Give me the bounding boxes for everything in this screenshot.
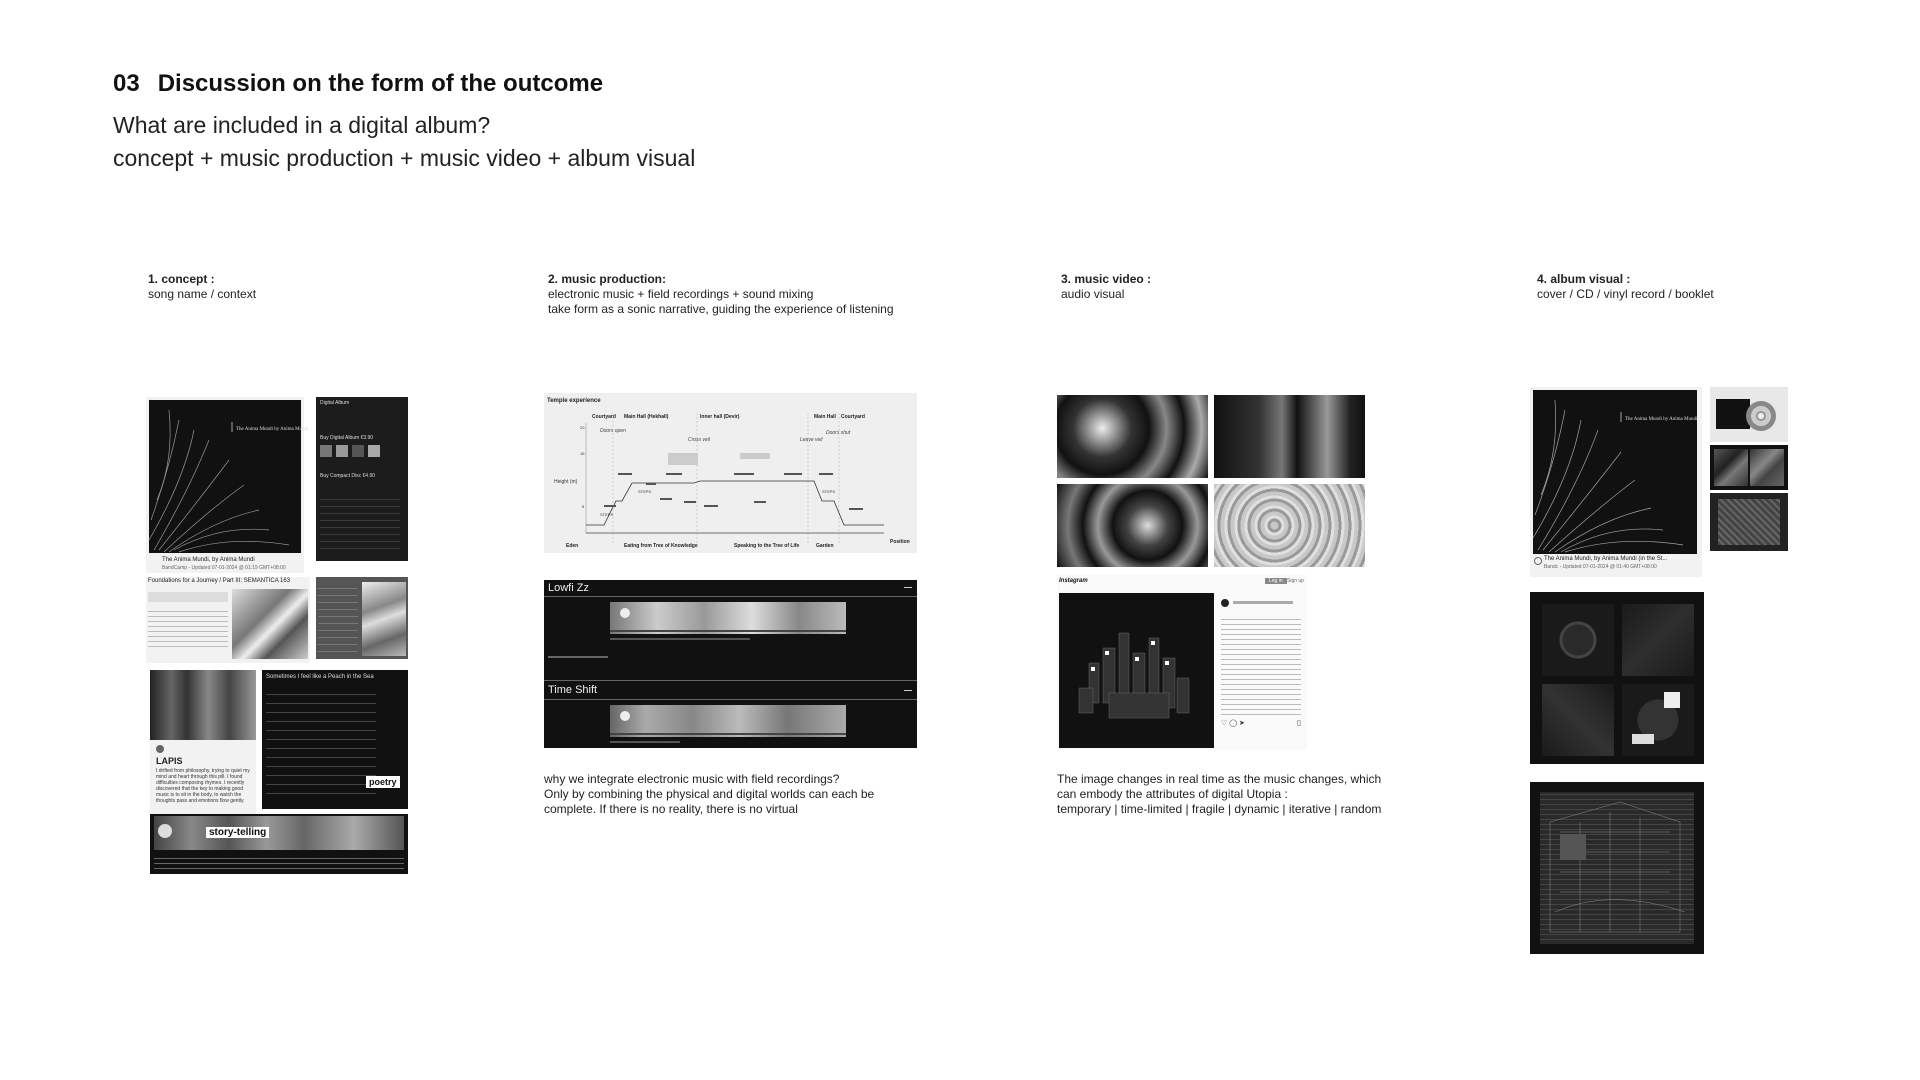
column-line: cover / CD / vinyl record / booklet (1537, 287, 1714, 301)
booklet-texture (1718, 499, 1780, 545)
landscape-image (362, 582, 406, 656)
lapis-text: I drifted from philosophy, trying to quiet my mind and heart through this pill. I found difficulties composing rhymes. I recently discovered that the key to making good music is to sit in the body, to watch the thoughts pass and emotions flow gently. (156, 768, 250, 804)
poem-card (262, 670, 408, 809)
buy-digital[interactable]: Buy Digital Album €3.90 (320, 435, 374, 441)
digipak-panel (1714, 449, 1748, 486)
x-axis-label: Position (890, 539, 910, 545)
column-line: audio visual (1061, 287, 1125, 301)
text-lines (148, 607, 228, 647)
top-label: Courtyard (592, 414, 616, 420)
instagram-post (1057, 575, 1307, 750)
column-title: 1. concept : (148, 272, 215, 286)
caption-line: The image changes in real time as the music changes, which (1057, 772, 1382, 786)
visual-caption: The Anima Mundi, by Anima Mundi (in the St... (1544, 556, 1668, 562)
top-label: Main Hall (Hekhall) (624, 414, 669, 420)
y-tick: 20 (580, 425, 585, 430)
like-icons[interactable]: ♡ ◯ ➤ (1221, 720, 1245, 727)
play-icon[interactable] (620, 608, 630, 618)
divider (544, 680, 917, 681)
caption-line: Only by combining the physical and digital worlds can each be (544, 787, 875, 801)
description-line (610, 638, 750, 640)
cover-title: The Anima Mundi by Anima Mundi (236, 427, 309, 432)
lapis-card (150, 670, 256, 814)
booklet-cover (1530, 782, 1704, 954)
bandcamp-card (146, 397, 309, 573)
collapse-icon[interactable] (904, 587, 912, 588)
column-heading-video (1061, 272, 1151, 302)
y-tick: 15 (580, 451, 585, 456)
track-list (318, 582, 358, 656)
column-line: song name / context (148, 287, 257, 301)
cd-disc (1746, 401, 1776, 431)
player-bar (148, 592, 228, 602)
track-list (320, 493, 400, 555)
column-title: 4. album visual : (1537, 272, 1631, 286)
collapse-icon[interactable] (904, 690, 912, 691)
digipak-photo (1710, 445, 1788, 490)
play-icon[interactable] (620, 711, 630, 721)
product-thumb (336, 445, 348, 457)
production-caption (544, 772, 874, 817)
column-title: 3. music video : (1061, 272, 1152, 286)
product-thumb (352, 445, 364, 457)
product-thumb (320, 445, 332, 457)
bottom-label: Garden (816, 543, 834, 549)
album-cover-image (1533, 390, 1697, 554)
caption-line: complete. If there is no reality, there is no virtual (544, 802, 798, 816)
bottom-label: Speaking to the Tree of Life (734, 543, 800, 549)
temple-chart (544, 393, 917, 553)
video-frame-4 (1214, 484, 1365, 567)
highlight-block (668, 453, 698, 465)
event-label: Doors shut (826, 430, 851, 436)
poem-lines (266, 686, 376, 801)
event-label: Doors open (600, 428, 626, 434)
album-cover-image (149, 400, 309, 553)
progress-bar[interactable] (610, 733, 846, 735)
cover-image (232, 589, 308, 659)
play-icon[interactable] (158, 824, 172, 838)
vinyl-sticker (1632, 734, 1654, 744)
booklet-image (1540, 792, 1694, 944)
y-tick: 5 (582, 504, 585, 509)
video-frame-2 (1214, 395, 1365, 478)
column-line: electronic music + field recordings + sound mixing (548, 287, 814, 301)
bandcamp-store-panel (316, 397, 408, 561)
avatar (1221, 599, 1229, 607)
vinyl-frame (1542, 684, 1614, 756)
track-name: Lowfi Zz (548, 582, 589, 594)
top-label: Inner hall (Devir) (700, 414, 740, 420)
cd-photo (1710, 387, 1788, 442)
meta-line (548, 656, 608, 658)
buy-compact[interactable]: Buy Compact Disc €4.90 (320, 473, 376, 479)
story-tag: story-telling (206, 827, 269, 838)
visual-bandcamp-card (1530, 387, 1702, 577)
top-label: Main Hall (814, 414, 836, 420)
soundcloud-panel (316, 577, 408, 659)
steps-label: STEPS (638, 489, 652, 494)
column-title: 2. music production: (548, 272, 667, 286)
section-title (113, 70, 603, 98)
panorama-image (154, 816, 404, 850)
column-heading-concept (148, 272, 256, 302)
formula-text: concept + music production + music video + album visual (113, 145, 696, 171)
height-profile-line (586, 481, 884, 525)
video-player[interactable] (610, 705, 846, 737)
question-text: What are included in a digital album? (113, 112, 491, 138)
isometric-city (1059, 593, 1214, 748)
top-label: Courtyard (841, 414, 865, 420)
caption-line: temporary | time-limited | fragile | dynamic | iterative | random (1057, 802, 1382, 816)
bottom-label: Eating from Tree of Knowledge (624, 543, 698, 549)
bandcamp-meta: BandCamp - Updated 07-01-2024 @ 01:19 GMT+08:00 (162, 565, 286, 571)
signup-link[interactable]: Sign up (1287, 578, 1304, 584)
column-line: take form as a sonic narrative, guiding the experience of listening (548, 302, 894, 316)
bookmark-icon[interactable]: ▯ (1297, 720, 1301, 727)
city-render-image (1059, 593, 1214, 748)
store-label: Digital Album (320, 400, 350, 406)
product-thumb (368, 445, 380, 457)
cd-case (1716, 399, 1750, 429)
bandcamp-icon (1534, 557, 1542, 565)
vinyl-label (1664, 692, 1680, 708)
poetry-tag: poetry (366, 776, 400, 788)
inset-photo (1560, 834, 1586, 860)
track-name: Time Shift (548, 684, 598, 696)
story-card (150, 814, 408, 874)
column-heading-production (548, 272, 894, 317)
bottom-label: Eden (566, 543, 579, 549)
bandcamp-caption: The Anima Mundi, by Anima Mundi (162, 557, 255, 563)
vinyl-frame (1622, 604, 1694, 676)
divider (544, 596, 917, 597)
foundations-card (146, 577, 310, 663)
event-label: Cross veil (688, 437, 710, 443)
foundations-title: Foundations for a Journey / Part III: SEMANTICA 163 (148, 578, 291, 584)
vinyl-grid (1530, 592, 1704, 764)
post-text (1221, 615, 1301, 715)
avatar (156, 745, 164, 753)
steps-label: STEPS (822, 489, 836, 494)
visual-meta: Bandc - Updated 07-01-2024 @ 01:40 GMT+08:00 (1544, 564, 1657, 570)
video-frame-1 (1057, 395, 1208, 478)
video-frame-3 (1057, 484, 1208, 567)
vinyl-frame (1542, 604, 1614, 676)
column-heading-visual (1537, 272, 1714, 302)
instagram-logo: Instagram (1059, 578, 1088, 584)
event-label: Leave veil (800, 437, 823, 443)
temple-diagram (544, 393, 917, 553)
poem-title: Sometimes I feel like a Peach in the Sea (266, 674, 374, 680)
section-title-text: Discussion on the form of the outcome (157, 70, 604, 97)
building-sketch (1540, 792, 1694, 944)
chart-title: Temple experience (547, 398, 601, 404)
digipak-panel (1750, 449, 1784, 486)
highlight-block (740, 453, 770, 459)
description-line (610, 741, 680, 743)
progress-bar[interactable] (610, 630, 846, 632)
video-caption (1057, 772, 1381, 817)
forest-image (150, 670, 256, 740)
vinyl-frame (1622, 684, 1694, 756)
cover-title: The Anima Mundi by Anima Mundi (1625, 417, 1698, 422)
caption-line: why we integrate electronic music with field recordings? (544, 772, 840, 786)
divider (544, 699, 917, 700)
story-text (154, 854, 404, 872)
login-button[interactable]: Log in (1265, 578, 1287, 584)
booklet-photo (1710, 493, 1788, 551)
steps-label: STEPS (600, 512, 614, 517)
caption-line: can embody the attributes of digital Utopia : (1057, 787, 1288, 801)
feather-artwork (1533, 390, 1697, 554)
video-player[interactable] (610, 602, 846, 634)
y-axis-label: Height (m) (554, 479, 578, 485)
username-line (1233, 601, 1293, 604)
lapis-title: LAPIS (156, 756, 183, 766)
section-number: 03 (113, 70, 140, 97)
tracks-panel (544, 580, 917, 748)
feather-artwork (149, 400, 309, 553)
